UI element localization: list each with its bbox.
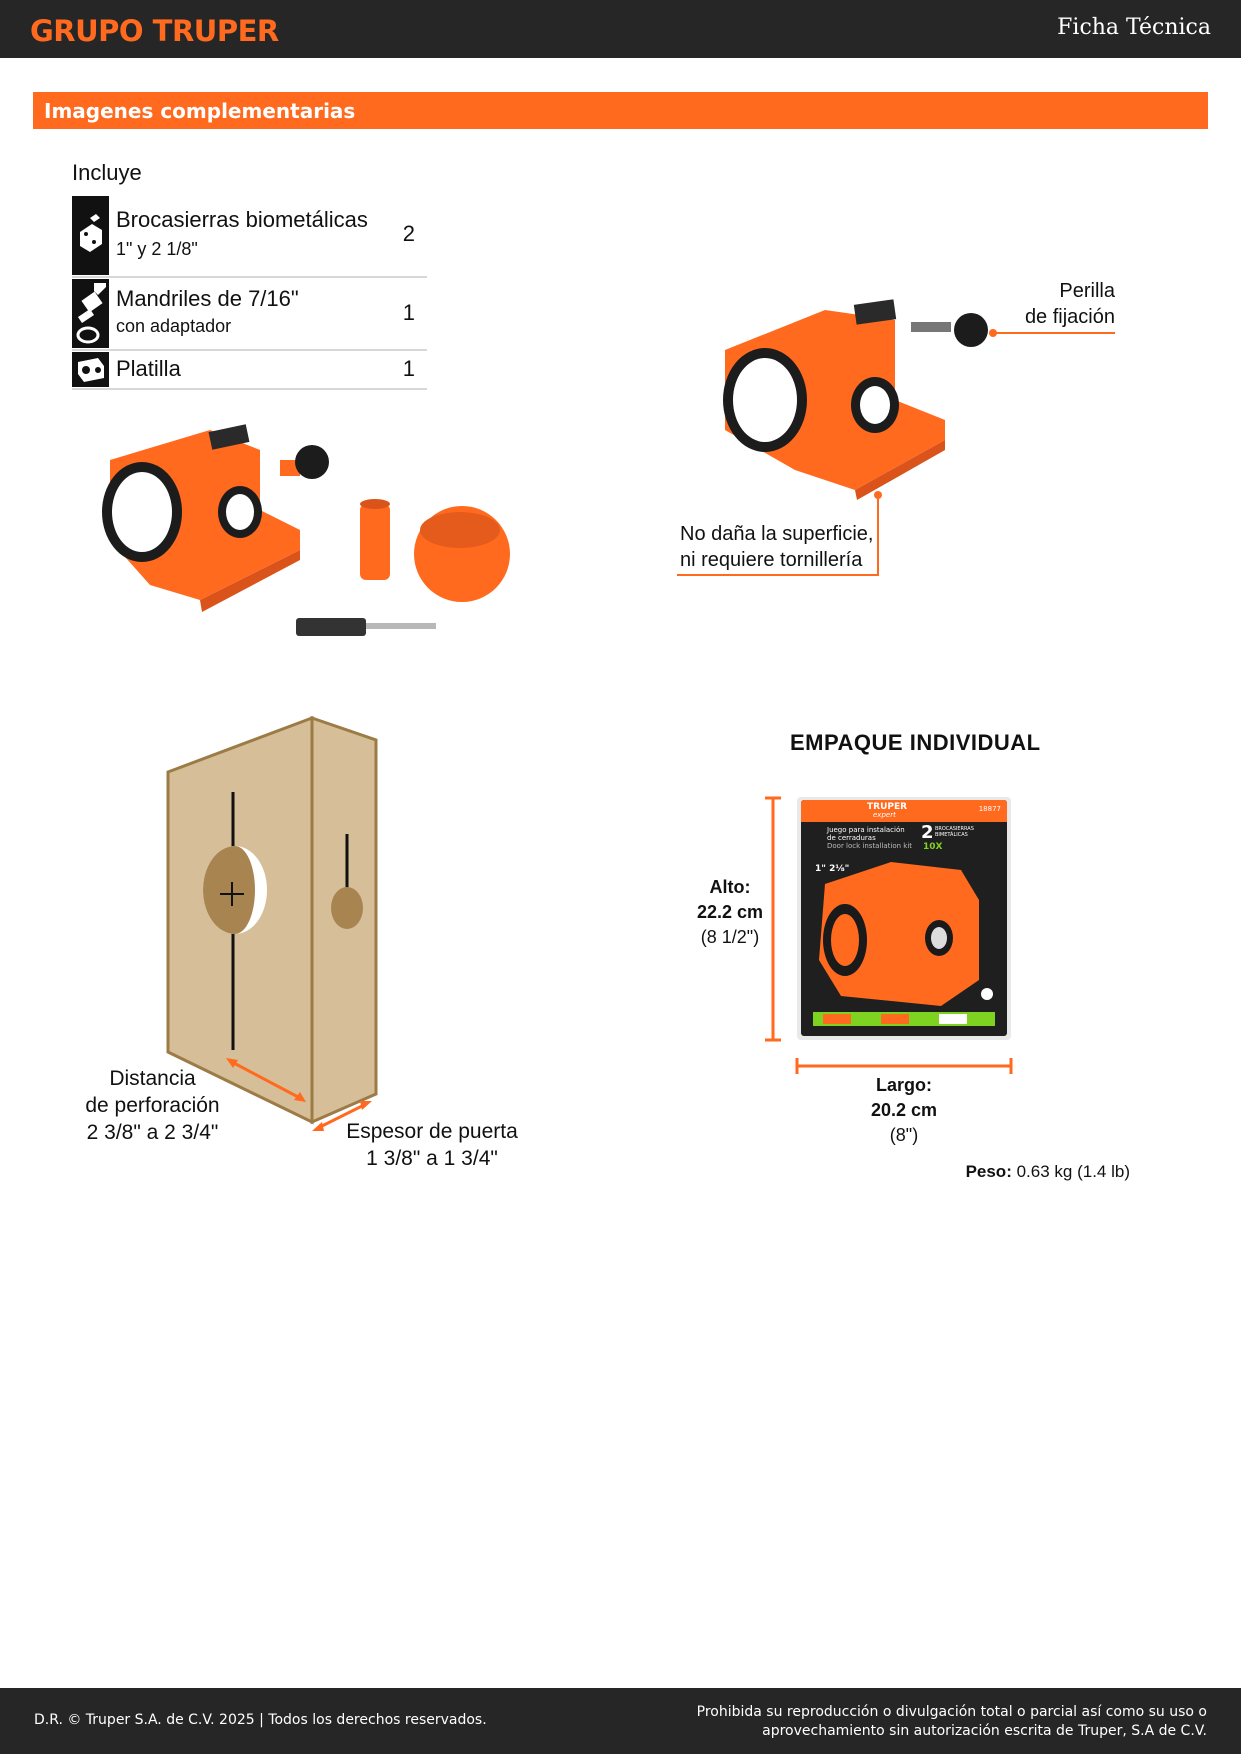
knob-callout-line2: de fijación [1024,306,1115,328]
package-card-title-line3: Door lock installation kit [827,842,913,850]
includes-row [72,351,427,390]
includes-item-name: Brocasierras biometálicas [116,207,368,232]
package-card-title-line2: de cerraduras [827,834,876,842]
drill-distance-label [70,1065,235,1146]
surface-callout-line1: No daña la superficie, [680,523,874,545]
includes-item-name: Platilla [116,356,181,381]
drill-distance-line1: Distancia [109,1067,196,1090]
includes-item-qty: 1 [402,356,415,381]
package-weight-label: Peso: [965,1162,1012,1181]
page-footer [0,1688,1241,1754]
package-card-title-line1: Juego para instalación [827,826,905,834]
package-title: EMPAQUE INDIVIDUAL [790,730,1041,755]
template-icon [72,352,109,387]
package-length-in: (8") [889,1125,919,1145]
package-height-cm: 22.2 cm [696,902,764,922]
includes-item-qty: 2 [402,221,415,246]
package-card-count: 2 [921,822,934,843]
brand-logo: GRUPO TRUPER [30,14,279,48]
footer-disclaimer-line1: Prohibida su reproducción o divulgación total o parcial así como su uso o [696,1704,1207,1720]
package-image [797,797,1011,1040]
footer-disclaimer [647,1703,1207,1741]
includes-row [72,195,427,278]
door-thickness-label [340,1118,524,1172]
kit-contents-image [90,420,510,650]
package-card [801,800,1007,1036]
package-length-label [860,1073,948,1148]
section-bar [33,92,1208,129]
footer-copyright: D.R. © Truper S.A. de C.V. 2025 | Todos los derechos reservados. [34,1712,487,1728]
knob-callout-line1: Perilla [1059,280,1115,302]
includes-label: Incluye [72,160,142,185]
surface-callout-line2: ni requiere tornillería [680,549,863,571]
package-card-badge: BROCASIERRAS BIMETÁLICAS [935,826,974,838]
package-card-multiplier: 10X [923,842,943,852]
section-title: Imagenes complementarias [44,99,356,123]
page-header [0,0,1241,58]
package-length-cm: 20.2 cm [870,1100,938,1120]
jig-detail-image [715,290,1035,510]
surface-callout [680,521,873,573]
package-card-code: 18877 [978,805,1001,813]
includes-item-qty: 1 [402,300,415,325]
arbor-icon [72,279,109,348]
document-title: Ficha Técnica [1057,15,1211,40]
package-height-in: (8 1/2") [700,927,760,947]
footer-disclaimer-line2: aprovechamiento sin autorización escrita de Truper, S.A de C.V. [762,1723,1207,1739]
includes-table [72,195,427,390]
package-card-product [801,800,1007,1036]
package-card-sizes: 1" 2⅛" [815,864,850,874]
package-length-title: Largo: [876,1075,932,1095]
hole-saw-icon [72,196,109,275]
package-height-title: Alto: [709,877,751,897]
drill-distance-line2: de perforación [85,1094,220,1117]
includes-row [72,278,427,351]
knob-callout [1025,278,1115,330]
includes-item-name: Mandriles de 7/16" [116,286,299,311]
door-thickness-line1: Espesor de puerta [346,1120,518,1143]
package-height-label [690,875,770,950]
package-card-brand: TRUPER [867,802,908,812]
includes-item-detail: 1" y 2 1/8" [116,239,198,259]
door-thickness-line2: 1 3/8" a 1 3/4" [366,1147,498,1170]
package-card-sub: expert [873,811,896,819]
package-weight-value: 0.63 kg (1.4 lb) [1016,1162,1130,1181]
drill-distance-line3: 2 3/8" a 2 3/4" [86,1121,219,1144]
package-weight [966,1162,1130,1182]
includes-item-detail: con adaptador [116,316,232,336]
